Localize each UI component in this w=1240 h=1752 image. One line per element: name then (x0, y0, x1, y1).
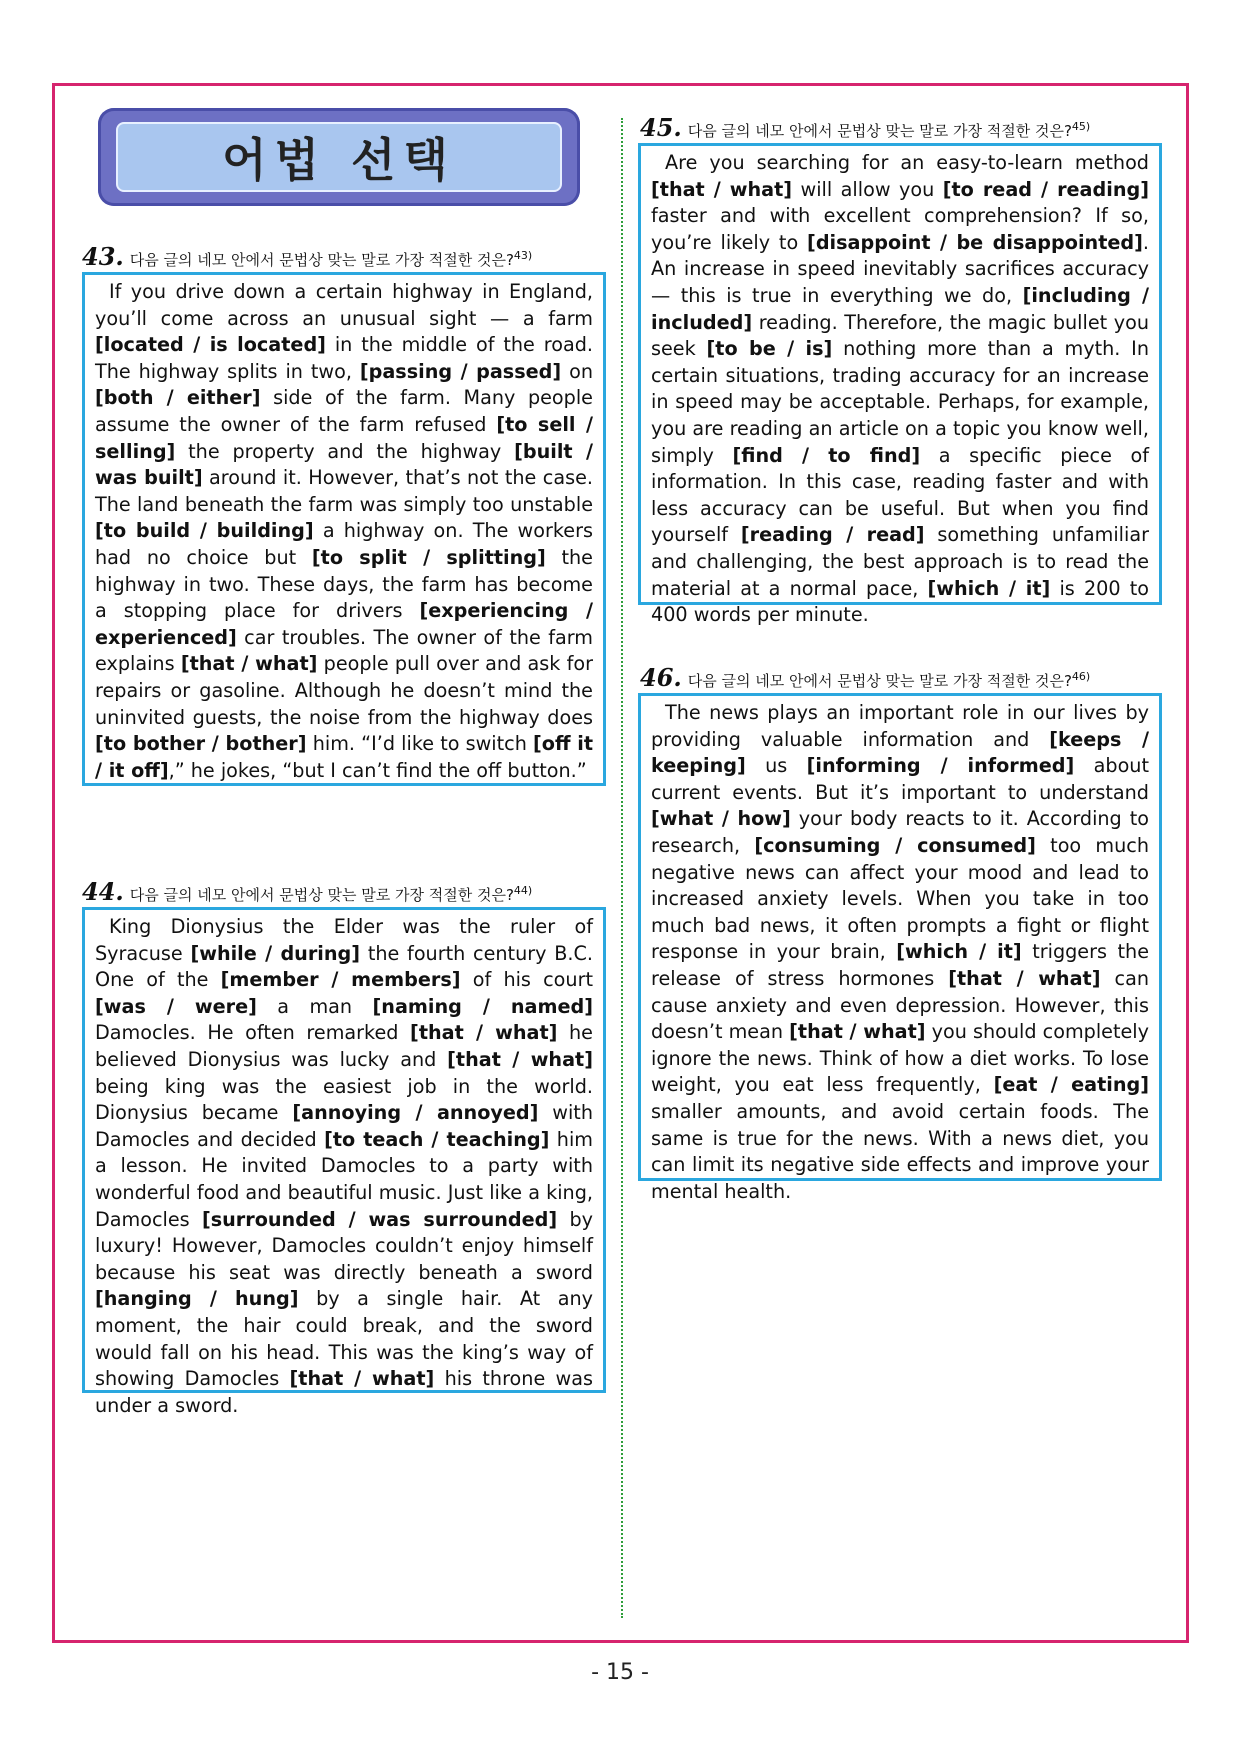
question-46-passage (638, 693, 1162, 1203)
question-45-passage (638, 143, 1162, 627)
grammar-choice: [including / included] (651, 283, 1149, 334)
section-title-banner (98, 108, 580, 206)
grammar-choice: [which / it] (896, 940, 1022, 964)
question-number: 43. (82, 242, 124, 271)
grammar-choice: [to build / building] (95, 519, 314, 543)
grammar-choice: [that / what] (289, 1367, 435, 1391)
column-divider (621, 118, 623, 1618)
question-number: 45. (640, 113, 682, 142)
grammar-choice: [disappoint / be disappointed] (807, 230, 1143, 254)
grammar-choice: [both / either] (95, 386, 261, 410)
footnote-ref: 45) (1071, 120, 1091, 133)
grammar-choice: [that / what] (651, 177, 793, 201)
section-title-inner (116, 122, 562, 192)
grammar-choice: [member / members] (220, 968, 461, 992)
grammar-choice: [find / to find] (732, 443, 921, 467)
grammar-choice: [experiencing / experienced] (95, 599, 593, 649)
grammar-choice: [to be / is] (706, 337, 833, 361)
footnote-ref: 44) (513, 884, 533, 897)
grammar-choice: [while / during] (190, 941, 361, 965)
grammar-choice: [built / was built] (95, 439, 593, 490)
grammar-choice: [eat / eating] (993, 1073, 1149, 1097)
grammar-choice: [hanging / hung] (95, 1287, 299, 1311)
grammar-choice: [to read / reading] (942, 177, 1149, 201)
passage-text: If you drive down a certain highway in England, you’ll come across an unusual sight — a farm [located / is located] in the middle of the road. The highway splits in two, [passing / passed] on [both / either] side of the farm. Many people assume the owner of the farm refused [to sell / selling] the property and the highway [built / was built] around it. However, that’s not the case. The land beneath the farm was simply too unstable [to build / building] a highway on. The workers had no choice but [to split / splitting] the highway in two. These days, the farm has become a stopping place for drivers [experiencing / experienced] car troubles. The owner of the farm explains [that / what] people pull over and ask for repairs or gasoline. Although he doesn’t mind the uninvited guests, the noise from the highway does [to bother / bother] him. “I’d like to switch [off it / it off],” he jokes, “but I can’t find the off button.” (95, 280, 593, 782)
passage-text: King Dionysius the Elder was the ruler of Syracuse [while / during] the fourth century B.C. One of the [member / members] of his court [was / were] a man [naming / named] Damocles. He often remarked [that / what] he believed Dionysius was lucky and [that / what] being king was the easiest job in the world. Dionysius became [annoying / annoyed] with Damocles and decided [to teach / teaching] him a lesson. He invited Damocles to a party with wonderful food and beautiful music. Just like a king, Damocles [surrounded / was surrounded] by luxury! However, Damocles couldn’t enjoy himself because his seat was directly beneath a sword [hanging / hung] by a single hair. At any moment, the hair could break, and the sword would fall on his head. This was the king’s way of showing Damocles [that / what] his throne was under a sword. (95, 915, 593, 1417)
page-number: - 15 - (591, 1660, 649, 1685)
question-number: 46. (640, 663, 682, 692)
grammar-choice: [reading / read] (740, 523, 925, 547)
grammar-choice: [naming / named] (372, 994, 593, 1018)
grammar-choice: [informing / informed] (806, 754, 1075, 778)
question-45-header (640, 113, 1090, 142)
question-number: 44. (82, 877, 124, 906)
grammar-choice: [was / were] (95, 994, 257, 1018)
grammar-choice: [to teach / teaching] (324, 1127, 550, 1151)
passage-text: Are you searching for an easy-to-learn method [that / what] will allow you [to read / reading] faster and with excellent comprehension? If so, you’re likely to [disappoint / be disappointed]. An increase in speed inevitably sacrifices accuracy — this is true in everything we do, [including / included] reading. Therefore, the magic bullet you seek [to be / is] nothing more than a myth. In certain situations, trading accuracy for an increase in speed may be acceptable. Perhaps, for example, you are reading an article on a topic you know well, simply [find / to find] a specific piece of information. In this case, reading faster and with less accuracy can be useful. But when you find yourself [reading / read] something unfamiliar and challenging, the best approach is to read the material at a normal pace, [which / it] is 200 to 400 words per minute. (651, 151, 1149, 627)
grammar-choice: [that / what] (180, 652, 318, 676)
question-43-passage (82, 272, 606, 786)
grammar-choice: [surrounded / was surrounded] (201, 1207, 558, 1231)
grammar-choice: [consuming / consumed] (754, 833, 1036, 857)
grammar-choice: [that / what] (410, 1021, 558, 1045)
grammar-choice: [that / what] (447, 1047, 593, 1071)
grammar-choice: [to bother / bother] (95, 732, 307, 756)
question-prompt: 다음 글의 네모 안에서 문법상 맞는 말로 가장 적절한 것은?$^{44)}$ (129, 884, 533, 904)
grammar-choice: [off it / it off] (95, 732, 593, 782)
grammar-choice: [what / how] (651, 807, 791, 831)
question-prompt: 다음 글의 네모 안에서 문법상 맞는 말로 가장 적절한 것은?$^{45)}$ (687, 120, 1091, 140)
grammar-choice: [to sell / selling] (95, 412, 593, 463)
grammar-choice: [located / is located] (95, 333, 326, 357)
section-title: 어법 선택 (222, 133, 456, 187)
question-46-header (640, 663, 1090, 692)
grammar-choice: [to split / splitting] (311, 545, 546, 569)
question-prompt: 다음 글의 네모 안에서 문법상 맞는 말로 가장 적절한 것은?$^{43)}$ (129, 249, 533, 269)
footnote-ref: 46) (1071, 670, 1091, 683)
grammar-choice: [that / what] (789, 1020, 926, 1044)
question-44-passage (82, 907, 606, 1417)
question-43-header (82, 242, 532, 271)
question-44-header (82, 877, 532, 906)
grammar-choice: [passing / passed] (359, 359, 562, 383)
passage-text: The news plays an important role in our lives by providing valuable information and [keeps / keeping] us [informing / informed] about current events. But it’s important to understand [what / how] your body reacts to it. According to research, [consuming / consumed] too much negative news can affect your mood and lead to increased anxiety levels. When you take in too much bad news, it often prompts a fight or flight response in your brain, [which / it] triggers the release of stress hormones [that / what] can cause anxiety and even depression. However, this doesn’t mean [that / what] you should completely ignore the news. Think of how a diet works. To lose weight, you eat less frequently, [eat / eating] smaller amounts, and avoid certain foods. The same is true for the news. With a news diet, you can limit its negative side effects and improve your mental health. (651, 701, 1150, 1203)
grammar-choice: [keeps / keeping] (651, 727, 1149, 778)
footnote-ref: 43) (513, 249, 533, 262)
question-prompt: 다음 글의 네모 안에서 문법상 맞는 말로 가장 적절한 것은?$^{46)}$ (687, 670, 1091, 690)
grammar-choice: [annoying / annoyed] (292, 1101, 539, 1125)
grammar-choice: [which / it] (927, 576, 1051, 600)
grammar-choice: [that / what] (948, 966, 1101, 990)
